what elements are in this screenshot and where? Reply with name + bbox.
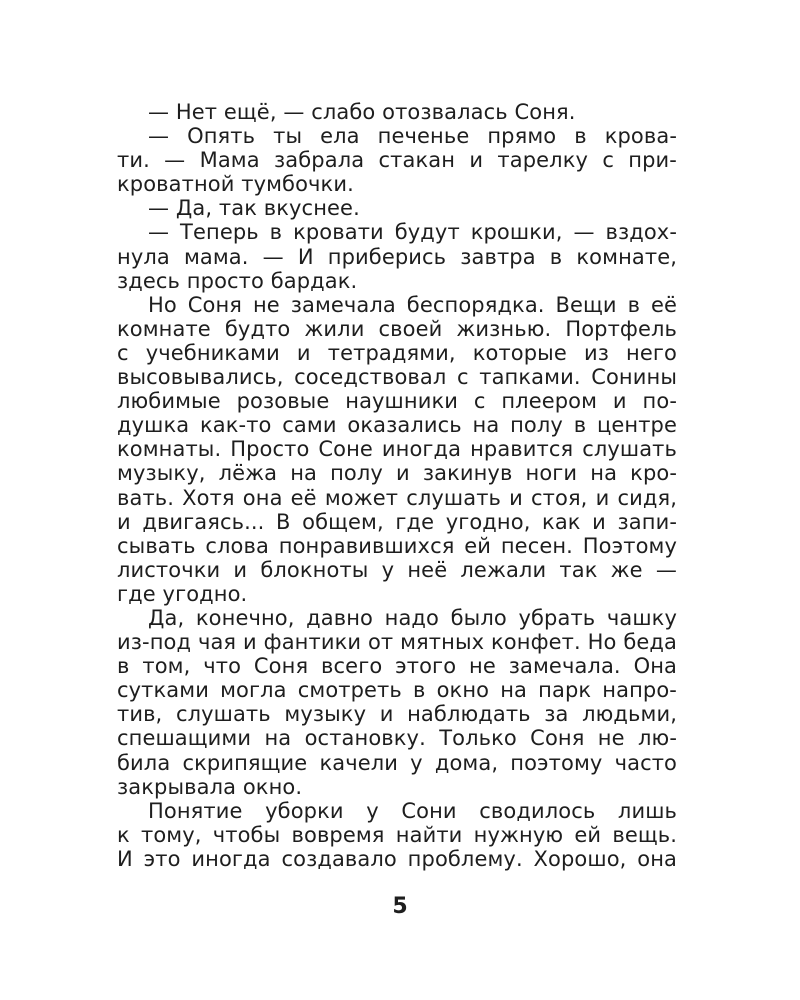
text-line: сывать слова понравившихся ей песен. Поэтому bbox=[117, 533, 677, 558]
paragraph bbox=[117, 100, 677, 124]
paragraph bbox=[117, 220, 677, 292]
text-line: высовывались, соседствовал с тапками. Сонины bbox=[117, 365, 677, 390]
body-text bbox=[117, 100, 677, 871]
paragraph bbox=[117, 606, 677, 799]
text-line: била скрипящие качели у дома, поэтому часто bbox=[117, 750, 677, 775]
text-line: И это иногда создавало проблему. Хорошо, она bbox=[117, 846, 677, 871]
text-line: любимые розовые наушники с плеером и по- bbox=[117, 389, 677, 414]
text-line: Понятие уборки у Сони сводилось лишь bbox=[148, 798, 677, 823]
text-line: душка как-то сами оказались на полу в центре bbox=[117, 413, 677, 438]
text-line: комнаты. Просто Соне иногда нравится слушать bbox=[117, 437, 677, 462]
text-line: комнате будто жили своей жизнью. Портфель bbox=[117, 316, 677, 341]
paragraph bbox=[117, 196, 677, 220]
text-line: здесь просто бардак. bbox=[117, 268, 358, 293]
text-line: нула мама. — И приберись завтра в комнате, bbox=[117, 244, 677, 269]
text-line: тив, слушать музыку и наблюдать за людьми, bbox=[117, 702, 677, 727]
text-line: вать. Хотя она её может слушать и стоя, и сидя, bbox=[117, 485, 677, 510]
text-line: музыку, лёжа на полу и закинув ноги на кро- bbox=[117, 461, 677, 486]
text-line: в том, что Соня всего этого не замечала. Она bbox=[117, 654, 677, 679]
text-line: — Да, так вкуснее. bbox=[148, 196, 360, 221]
text-line: закрывала окно. bbox=[117, 774, 303, 799]
text-line: сутками могла смотреть в окно на парк напро- bbox=[117, 678, 677, 703]
text-line: — Теперь в кровати будут крошки, — вздох- bbox=[148, 220, 677, 245]
text-line: Но Соня не замечала беспорядка. Вещи в её bbox=[148, 292, 677, 317]
text-line: с учебниками и тетрадями, которые из него bbox=[117, 340, 677, 365]
paragraph bbox=[117, 799, 677, 871]
text-line: к тому, чтобы вовремя найти нужную ей вещь. bbox=[117, 822, 677, 847]
text-line: — Опять ты ела печенье прямо в крова- bbox=[148, 124, 677, 149]
text-line: и двигаясь... В общем, где угодно, как и запи- bbox=[117, 509, 677, 534]
text-line: — Нет ещё, — слабо отозвалась Соня. bbox=[148, 100, 576, 124]
text-line: Да, конечно, давно надо было убрать чашку bbox=[148, 605, 677, 630]
text-line: кроватной тумбочки. bbox=[117, 172, 354, 197]
text-line: ти. — Мама забрала стакан и тарелку с при- bbox=[117, 148, 677, 173]
text-line: листочки и блокноты у неё лежали так же — bbox=[117, 557, 677, 582]
paragraph bbox=[117, 124, 677, 196]
page-number: 5 bbox=[392, 894, 408, 919]
text-line: спешащими на остановку. Только Соня не лю- bbox=[117, 726, 677, 751]
text-line: из-под чая и фантики от мятных конфет. Но беда bbox=[117, 630, 677, 655]
paragraph bbox=[117, 293, 677, 606]
text-line: где угодно. bbox=[117, 581, 248, 606]
